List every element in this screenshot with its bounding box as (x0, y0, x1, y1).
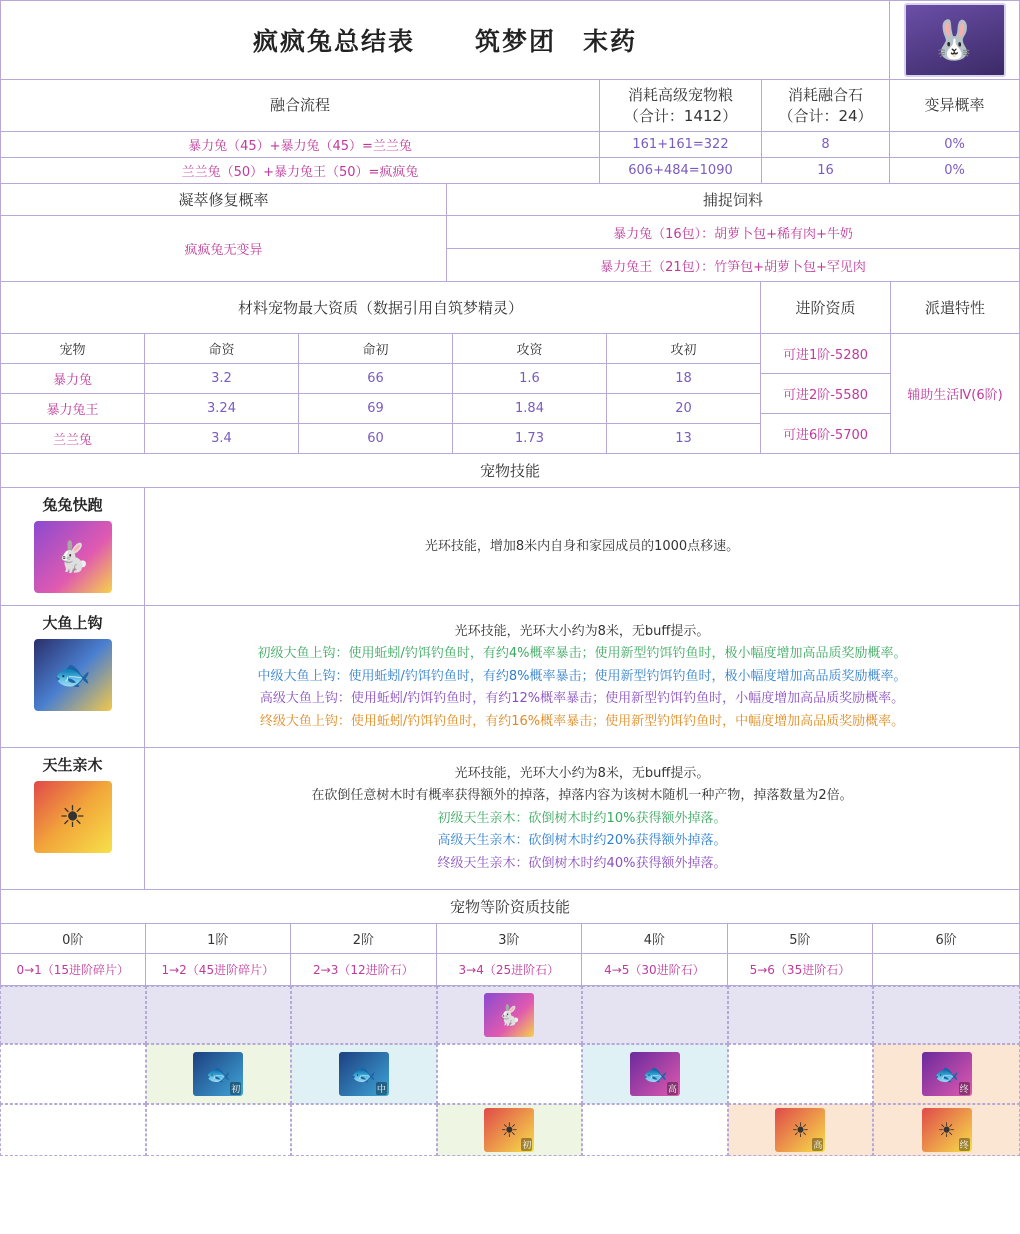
skill-row-1 (0, 488, 1020, 606)
pet-name-1: 暴力兔 (0, 364, 145, 394)
matrix-cell (582, 986, 728, 1044)
grade-cost-5: 5→6（35进阶石） (728, 954, 874, 986)
table-row (0, 364, 761, 394)
matrix-cell (291, 986, 437, 1044)
tile-badge: 初 (521, 1138, 532, 1151)
tile-badge: 终 (959, 1138, 970, 1151)
fusion-food-header-line2: （合计：1412） (623, 106, 738, 125)
fusion-header-row (0, 80, 1020, 132)
advance-3: 可进6阶-5700 (761, 414, 891, 454)
fusion-stone-1: 8 (762, 132, 890, 158)
col-atk-init: 攻初 (607, 334, 761, 364)
matrix-cell (0, 1044, 146, 1104)
skill-desc-1 (145, 488, 1020, 606)
rabbit-skill-icon: 🐇 (34, 521, 112, 593)
fish-skill-icon: 🐟 (34, 639, 112, 711)
skill-row-3 (0, 748, 1020, 890)
rabbit-avatar-icon: 🐰 (904, 3, 1006, 77)
matrix-cell (0, 986, 146, 1044)
col-hp-apt: 命资 (145, 334, 299, 364)
fish-pink-tile-icon: 🐟 终 (922, 1052, 972, 1096)
hp-apt-3: 3.4 (145, 424, 299, 454)
matrix-cell (728, 1044, 874, 1104)
matrix-cell (146, 1104, 292, 1156)
grade-cost-0: 0→1（15进阶碎片） (0, 954, 146, 986)
skill-line: 光环技能，光环大小约为8米，无buff提示。 (454, 623, 710, 639)
matrix-cell (291, 1104, 437, 1156)
skill-name-cell-1 (0, 488, 145, 606)
skill-line: 光环技能，光环大小约为8米，无buff提示。 (454, 765, 710, 781)
pet-name-3: 兰兰兔 (0, 424, 145, 454)
dispatch-title: 派遣特性 (891, 282, 1020, 334)
skill-line: 终级天生亲木：砍倒树木时约40%获得额外掉落。 (437, 855, 727, 871)
rabbit-tile-icon: 🐇 (484, 993, 534, 1037)
avatar-cell (890, 0, 1020, 80)
condensate-bait-body-row (0, 216, 1020, 282)
grade-cost-6 (873, 954, 1020, 986)
title-row (0, 0, 1020, 80)
atk-init-2: 20 (607, 394, 761, 424)
fusion-food-header-line1: 消耗高级宠物粮 (627, 86, 733, 105)
fusion-flow-header: 融合流程 (0, 80, 600, 132)
skill-line: 高级天生亲木：砍倒树木时约20%获得额外掉落。 (437, 833, 727, 849)
col-hp-init: 命初 (299, 334, 453, 364)
tile-badge: 终 (959, 1082, 970, 1095)
fusion-food-header (600, 80, 762, 132)
hp-init-3: 60 (299, 424, 453, 454)
dispatch-value: 辅助生活Ⅳ(6阶) (891, 334, 1020, 454)
bait-title: 捕捉饲料 (447, 184, 1020, 216)
fusion-stone-header-line2: （合计：24） (778, 106, 873, 125)
material-body-row (0, 334, 1020, 454)
material-title: 材料宠物最大资质（数据引用自筑梦精灵） (0, 282, 761, 334)
sun-tile-icon: ☀ 终 (922, 1108, 972, 1152)
bait-list (447, 216, 1020, 282)
matrix-row-sun (0, 1104, 1020, 1156)
skill-line: 初级天生亲木：砍倒树木时约10%获得额外掉落。 (437, 810, 727, 826)
advance-title: 进阶资质 (761, 282, 891, 334)
advance-list (761, 334, 891, 454)
condensate-bait-header-row (0, 184, 1020, 216)
skill-name-1: 兔兔快跑 (42, 496, 103, 514)
grade-col-6: 6阶 (873, 924, 1020, 954)
sun-tile-icon: ☀ 高 (775, 1108, 825, 1152)
grade-cost-2: 2→3（12进阶石） (291, 954, 437, 986)
atk-init-3: 13 (607, 424, 761, 454)
tile-badge: 高 (667, 1082, 678, 1095)
page-title-text: 疯疯兔总结表 (252, 27, 415, 56)
tile-badge: 中 (376, 1082, 387, 1095)
grade-cost-4: 4→5（30进阶石） (582, 954, 728, 986)
matrix-row-fish (0, 1044, 1020, 1104)
skill-name-3: 天生亲木 (42, 756, 103, 774)
skills-title-row (0, 454, 1020, 488)
matrix-cell (728, 986, 874, 1044)
fish-blue-tile-icon: 🐟 中 (339, 1052, 389, 1096)
skill-row-2 (0, 606, 1020, 748)
fusion-flow-2: 兰兰兔（50）+暴力兔王（50）=疯疯兔 (0, 158, 600, 184)
skill-line: 中级大鱼上钩：使用蚯蚓/钓饵钓鱼时，有约8%概率暴击；使用新型钓饵钓鱼时，极小幅度增加高品质奖励概率。 (257, 668, 907, 684)
hp-init-1: 66 (299, 364, 453, 394)
atk-init-1: 18 (607, 364, 761, 394)
hp-apt-1: 3.2 (145, 364, 299, 394)
grade-col-2: 2阶 (291, 924, 437, 954)
matrix-cell (873, 1104, 1020, 1156)
fusion-row-1 (0, 132, 1020, 158)
bait-row-1: 暴力兔（16包）：胡萝卜包+稀有肉+牛奶 (447, 216, 1020, 249)
col-pet: 宠物 (0, 334, 145, 364)
table-row (0, 394, 761, 424)
sun-skill-icon: ☀ (34, 781, 112, 853)
grade-cost-3: 3→4（25进阶石） (437, 954, 583, 986)
advance-1: 可进1阶-5280 (761, 334, 891, 374)
fusion-stone-2: 16 (762, 158, 890, 184)
pet-name-2: 暴力兔王 (0, 394, 145, 424)
col-atk-apt: 攻资 (453, 334, 607, 364)
tile-badge: 初 (230, 1082, 241, 1095)
atk-apt-1: 1.6 (453, 364, 607, 394)
hp-apt-2: 3.24 (145, 394, 299, 424)
matrix-cell (873, 986, 1020, 1044)
grade-title-row (0, 890, 1020, 924)
matrix-row-rabbit (0, 986, 1020, 1044)
skill-line: 高级大鱼上钩：使用蚯蚓/钓饵钓鱼时，有约12%概率暴击；使用新型钓饵钓鱼时，小幅度增加高品质奖励概率。 (259, 691, 905, 707)
table-row (0, 424, 761, 454)
grade-col-0: 0阶 (0, 924, 146, 954)
material-header-row (0, 282, 1020, 334)
condensate-title: 凝萃修复概率 (0, 184, 447, 216)
skill-name-cell-3 (0, 748, 145, 890)
skill-line: 在砍倒任意树木时有概率获得额外的掉落，掉落内容为该树木随机一种产物，掉落数量为2倍。 (311, 788, 853, 804)
grade-cost-1: 1→2（45进阶碎片） (146, 954, 292, 986)
grade-col-4: 4阶 (582, 924, 728, 954)
skill-desc-2 (145, 606, 1020, 748)
atk-apt-3: 1.73 (453, 424, 607, 454)
hp-init-2: 69 (299, 394, 453, 424)
fusion-food-2: 606+484=1090 (600, 158, 762, 184)
fusion-mutation-header: 变异概率 (890, 80, 1020, 132)
matrix-cell (146, 986, 292, 1044)
fusion-mutation-2: 0% (890, 158, 1020, 184)
fish-blue-tile-icon: 🐟 初 (193, 1052, 243, 1096)
grade-title: 宠物等阶资质技能 (0, 890, 1020, 924)
material-subheader (0, 334, 761, 364)
matrix-cell (0, 1104, 146, 1156)
matrix-cell (146, 1044, 292, 1104)
fusion-food-1: 161+161=322 (600, 132, 762, 158)
skill-name-2: 大鱼上钩 (42, 614, 103, 632)
fusion-flow-1: 暴力兔（45）+暴力兔（45）=兰兰兔 (0, 132, 600, 158)
advance-2: 可进2阶-5580 (761, 374, 891, 414)
fish-pink-tile-icon: 🐟 高 (630, 1052, 680, 1096)
condensate-value: 疯疯兔无变异 (0, 216, 447, 282)
fusion-row-2 (0, 158, 1020, 184)
skill-line: 光环技能，增加8米内自身和家园成员的1000点移速。 (424, 538, 740, 554)
matrix-cell (873, 1044, 1020, 1104)
skill-name-cell-2 (0, 606, 145, 748)
fusion-stone-header (762, 80, 890, 132)
guild-text: 筑梦团 末药 (475, 27, 638, 56)
sun-tile-icon: ☀ 初 (484, 1108, 534, 1152)
bait-row-2: 暴力兔王（21包）：竹笋包+胡萝卜包+罕见肉 (447, 249, 1020, 282)
fusion-mutation-1: 0% (890, 132, 1020, 158)
grade-columns-row (0, 924, 1020, 954)
skill-line: 终级大鱼上钩：使用蚯蚓/钓饵钓鱼时，有约16%概率暴击；使用新型钓饵钓鱼时，中幅度增加高品质奖励概率。 (259, 713, 905, 729)
skill-desc-3 (145, 748, 1020, 890)
page-title (0, 0, 890, 80)
material-table (0, 334, 761, 454)
atk-apt-2: 1.84 (453, 394, 607, 424)
matrix-cell (582, 1044, 728, 1104)
grade-costs-row (0, 954, 1020, 986)
matrix-cell (437, 1044, 583, 1104)
skills-title: 宠物技能 (0, 454, 1020, 488)
grade-col-5: 5阶 (728, 924, 874, 954)
matrix-cell (728, 1104, 874, 1156)
tile-badge: 高 (812, 1138, 823, 1151)
matrix-cell (582, 1104, 728, 1156)
grade-col-1: 1阶 (146, 924, 292, 954)
matrix-cell (437, 986, 583, 1044)
grade-col-3: 3阶 (437, 924, 583, 954)
matrix-cell (291, 1044, 437, 1104)
matrix-cell (437, 1104, 583, 1156)
skill-line: 初级大鱼上钩：使用蚯蚓/钓饵钓鱼时，有约4%概率暴击；使用新型钓饵钓鱼时，极小幅度增加高品质奖励概率。 (257, 646, 907, 662)
fusion-stone-header-line1: 消耗融合石 (787, 86, 863, 105)
